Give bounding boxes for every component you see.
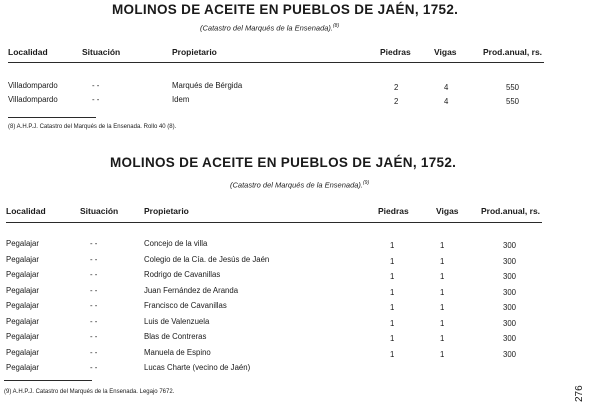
cell-prod-anual: 550: [506, 83, 520, 92]
cell-localidad: Pegalajar: [6, 301, 39, 310]
header-rule: [8, 62, 544, 63]
cell-localidad: Villadompardo: [8, 95, 58, 104]
cell-situacion: - -: [90, 270, 98, 279]
header-propietario: Propietario: [172, 47, 217, 57]
cell-localidad: Pegalajar: [6, 270, 39, 279]
cell-vigas: 1: [440, 349, 445, 359]
cell-propietario: Idem: [172, 95, 190, 104]
cell-propietario: Marqués de Bérgida: [172, 81, 243, 90]
header-piedras: Piedras: [378, 206, 409, 216]
cell-propietario: Blas de Contreras: [144, 332, 207, 341]
cell-situacion: - -: [90, 239, 98, 248]
header-localidad: Localidad: [6, 206, 46, 216]
section2-footnote: (9) A.H.P.J. Catastro del Marqués de la Ensenada. Legajo 7672.: [4, 389, 175, 395]
cell-vigas: 1: [440, 272, 445, 281]
cell-localidad: Pegalajar: [6, 316, 39, 326]
cell-piedras: 1: [390, 334, 395, 343]
cell-vigas: 1: [440, 303, 445, 312]
cell-propietario: Luis de Valenzuela: [144, 316, 210, 326]
cell-propietario: Concejo de la villa: [144, 239, 208, 248]
section2-footnote-rule: [4, 380, 92, 381]
cell-prod-anual: 300: [503, 287, 517, 297]
cell-vigas: 1: [440, 334, 445, 343]
cell-prod-anual: 300: [503, 241, 517, 250]
header-rule: [6, 222, 542, 223]
cell-situacion: - -: [90, 363, 98, 372]
section2-title: MOLINOS DE ACEITE EN PUEBLOS DE JAÉN, 1752.: [110, 155, 457, 170]
header-situacion: Situación: [82, 47, 121, 57]
cell-vigas: 1: [440, 318, 445, 328]
cell-propietario: Colegio de la Cía. de Jesús de Jaén: [144, 254, 270, 264]
header-prod-anual: Prod.anual, rs.: [481, 206, 541, 216]
cell-piedras: 1: [390, 349, 395, 359]
cell-localidad: Pegalajar: [6, 332, 39, 341]
header-vigas: Vigas: [434, 47, 457, 57]
section2-subtitle: [230, 180, 369, 190]
cell-situacion: - -: [90, 254, 98, 264]
cell-prod-anual: 300: [503, 256, 517, 266]
cell-prod-anual: 300: [503, 303, 517, 312]
cell-vigas: 1: [440, 287, 445, 297]
cell-propietario: Rodrigo de Cavanillas: [144, 270, 221, 279]
cell-piedras: 1: [390, 241, 395, 250]
cell-situacion: - -: [90, 332, 98, 341]
cell-localidad: Villadompardo: [8, 81, 58, 90]
header-vigas: Vigas: [436, 206, 459, 216]
cell-situacion: - -: [92, 81, 100, 90]
header-situacion: Situación: [80, 206, 119, 216]
cell-situacion: - -: [90, 285, 98, 295]
cell-localidad: Pegalajar: [6, 254, 39, 264]
header-prod-anual: Prod.anual, rs.: [483, 47, 543, 57]
section1-footnote: (8) A.H.P.J. Catastro del Marqués de la Ensenada. Rollo 40 (8).: [8, 124, 177, 130]
page-number: 276: [574, 385, 585, 402]
cell-localidad: Pegalajar: [6, 239, 39, 248]
cell-vigas: 1: [440, 241, 445, 250]
cell-localidad: Pegalajar: [6, 363, 39, 372]
cell-piedras: 1: [390, 256, 395, 266]
cell-piedras: 1: [390, 303, 395, 312]
section1-title: MOLINOS DE ACEITE EN PUEBLOS DE JAÉN, 1752.: [112, 2, 459, 17]
cell-vigas: 4: [444, 97, 449, 106]
cell-prod-anual: 550: [506, 97, 520, 106]
header-propietario: Propietario: [144, 206, 189, 216]
cell-situacion: - -: [90, 347, 98, 357]
cell-situacion: - -: [90, 301, 98, 310]
cell-piedras: 1: [390, 272, 395, 281]
header-localidad: Localidad: [8, 47, 48, 57]
cell-prod-anual: 300: [503, 334, 517, 343]
section1-subtitle-text: (Catastro del Marqués de la Ensenada).: [200, 23, 333, 33]
cell-prod-anual: 300: [503, 318, 517, 328]
section2-subtitle-ref: (9): [363, 180, 370, 186]
section1-footnote-rule: [8, 117, 96, 118]
cell-prod-anual: 300: [503, 349, 517, 359]
header-piedras: Piedras: [380, 47, 411, 57]
cell-piedras: 2: [394, 83, 399, 92]
cell-piedras: 1: [390, 318, 395, 328]
cell-piedras: 2: [394, 97, 399, 106]
cell-vigas: 4: [444, 83, 449, 92]
cell-propietario: Manuela de Espino: [144, 347, 211, 357]
cell-propietario: Francisco de Cavanillas: [144, 301, 227, 310]
cell-situacion: - -: [92, 95, 100, 104]
cell-situacion: - -: [90, 316, 98, 326]
cell-piedras: 1: [390, 287, 395, 297]
section1-subtitle: [200, 23, 339, 33]
cell-localidad: Pegalajar: [6, 285, 39, 295]
section2-subtitle-text: (Catastro del Marqués de la Ensenada).: [230, 180, 363, 190]
cell-vigas: 1: [440, 256, 445, 266]
cell-localidad: Pegalajar: [6, 347, 39, 357]
cell-propietario: Lucas Charte (vecino de Jaén): [144, 363, 251, 372]
cell-propietario: Juan Fernández de Aranda: [144, 285, 239, 295]
cell-prod-anual: 300: [503, 272, 517, 281]
section1-subtitle-ref: (8): [333, 23, 340, 29]
